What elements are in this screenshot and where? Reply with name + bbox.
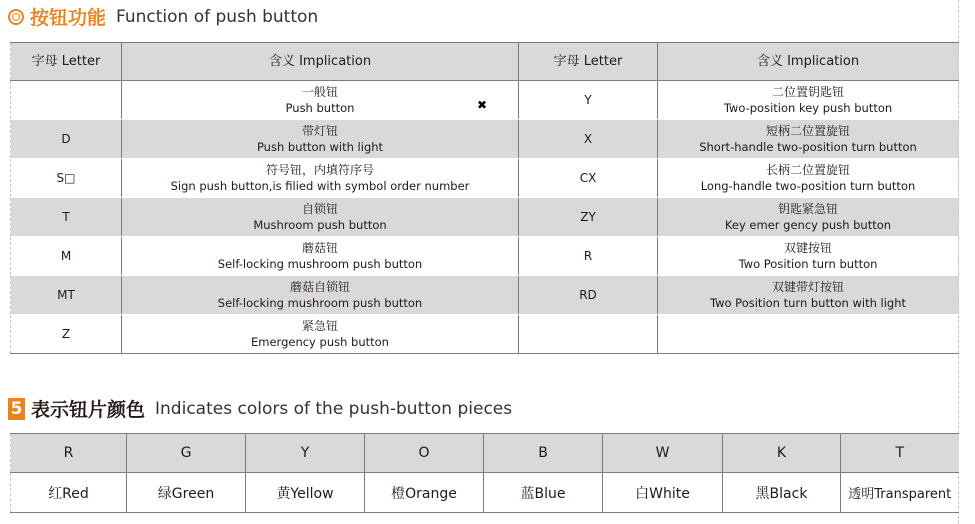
- color-name-cell: 透明Transparent: [841, 473, 959, 513]
- letter-cell: M: [11, 237, 122, 276]
- implication-cn: 蘑菇自锁钮: [289, 280, 350, 294]
- implication-cn: 自锁钮: [301, 202, 338, 216]
- letter-cell: Z: [11, 315, 122, 354]
- section-title-cn: 按钮功能: [30, 7, 107, 29]
- color-name-cell: 黑Black: [723, 473, 841, 513]
- table-row: [11, 315, 959, 354]
- header-letter: 字母 Letter: [11, 43, 122, 81]
- implication-cell: [658, 315, 959, 354]
- table-row: [11, 198, 959, 237]
- implication-cn: 紧急钮: [301, 319, 338, 333]
- header-implication: 含义 Implication: [658, 43, 959, 81]
- implication-cn: 双键按钮: [783, 241, 832, 255]
- letter-cell: X: [519, 120, 658, 159]
- implication-cn: 符号钮，内填符序号: [265, 163, 374, 177]
- implication-en: Emergency push button: [251, 335, 389, 349]
- color-name-cell: 橙Orange: [365, 473, 484, 513]
- color-code-cell: R: [11, 434, 127, 473]
- implication-cell: [658, 237, 959, 276]
- implication-cn: 钥匙紧急钮: [777, 202, 838, 216]
- letter-cell: D: [11, 120, 122, 159]
- color-name-cell: 黄Yellow: [246, 473, 365, 513]
- letter-cell: Y: [519, 81, 658, 120]
- implication-cell: [122, 315, 519, 354]
- implication-en: Push button with light: [256, 140, 384, 154]
- implication-en: Sign push button,is filied with symbol order number: [170, 179, 470, 193]
- letter-cell: R: [519, 237, 658, 276]
- implication-cell: [658, 81, 959, 120]
- implication-cn: 蘑菇钮: [301, 241, 338, 255]
- color-name-row: [11, 473, 959, 513]
- implication-cn: 长柄二位置旋钮: [765, 163, 850, 177]
- implication-en: Long-handle two-position turn button: [700, 179, 916, 193]
- section-title-cn: 表示钮片颜色: [31, 399, 146, 421]
- implication-en: Two-position key push button: [723, 101, 893, 115]
- letter-cell: T: [11, 198, 122, 237]
- color-code-cell: K: [723, 434, 841, 473]
- implication-en: Short-handle two-position turn button: [699, 140, 917, 154]
- letter-cell: S□: [11, 159, 122, 198]
- letter-cell: MT: [11, 276, 122, 315]
- close-icon: ✖: [477, 98, 488, 112]
- implication-en: Mushroom push button: [253, 218, 387, 232]
- function-table: [10, 42, 959, 354]
- implication-en: Self-locking mushroom push button: [217, 257, 423, 271]
- implication-cell: [122, 237, 519, 276]
- implication-cn: 带灯钮: [301, 124, 338, 138]
- implication-cn: 短柄二位置旋钮: [765, 124, 850, 138]
- implication-cell: [122, 198, 519, 237]
- implication-cn: 二位置钥匙钮: [771, 85, 844, 99]
- section-title-en: Indicates colors of the push-button pieces: [155, 398, 513, 419]
- color-name-cell: 红Red: [11, 473, 127, 513]
- implication-en: Key emer gency push button: [724, 218, 892, 232]
- color-name-cell: 蓝Blue: [484, 473, 603, 513]
- implication-cell: [658, 120, 959, 159]
- implication-cell: [658, 198, 959, 237]
- color-code-row: [11, 434, 959, 473]
- table-row: [11, 237, 959, 276]
- color-code-cell: T: [841, 434, 959, 473]
- color-name-cell: 白White: [603, 473, 723, 513]
- color-code-cell: O: [365, 434, 484, 473]
- table-row: [11, 120, 959, 159]
- letter-cell: CX: [519, 159, 658, 198]
- header-letter: 字母 Letter: [519, 43, 658, 81]
- color-name-cell: 绿Green: [127, 473, 246, 513]
- implication-cn: 一般钮: [301, 85, 338, 99]
- table-row: [11, 276, 959, 315]
- implication-cell: [658, 276, 959, 315]
- letter-cell: ZY: [519, 198, 658, 237]
- color-code-cell: W: [603, 434, 723, 473]
- target-circle-icon: [8, 9, 24, 25]
- color-code-cell: Y: [246, 434, 365, 473]
- implication-cn: 双键带灯按钮: [771, 280, 844, 294]
- implication-en: Push button: [285, 101, 355, 115]
- implication-cell: [658, 159, 959, 198]
- section-title-en: Function of push button: [116, 6, 319, 27]
- implication-en: Two Position turn button: [738, 257, 878, 271]
- table-row: [11, 159, 959, 198]
- implication-cell: [122, 276, 519, 315]
- table-header-row: [11, 43, 959, 81]
- implication-cell: [122, 120, 519, 159]
- header-implication: 含义 Implication: [122, 43, 519, 81]
- color-code-cell: B: [484, 434, 603, 473]
- color-table: [10, 433, 959, 513]
- section-number-badge: 5: [8, 398, 25, 420]
- section-title-colors: [8, 395, 512, 422]
- color-code-cell: G: [127, 434, 246, 473]
- letter-cell: [519, 315, 658, 354]
- implication-cell: [122, 81, 519, 120]
- letter-cell: [11, 81, 122, 120]
- implication-en: Self-locking mushroom push button: [217, 296, 423, 310]
- letter-cell: RD: [519, 276, 658, 315]
- implication-en: Two Position turn button with light: [709, 296, 907, 310]
- section-title-function: [8, 3, 318, 30]
- implication-cell: [122, 159, 519, 198]
